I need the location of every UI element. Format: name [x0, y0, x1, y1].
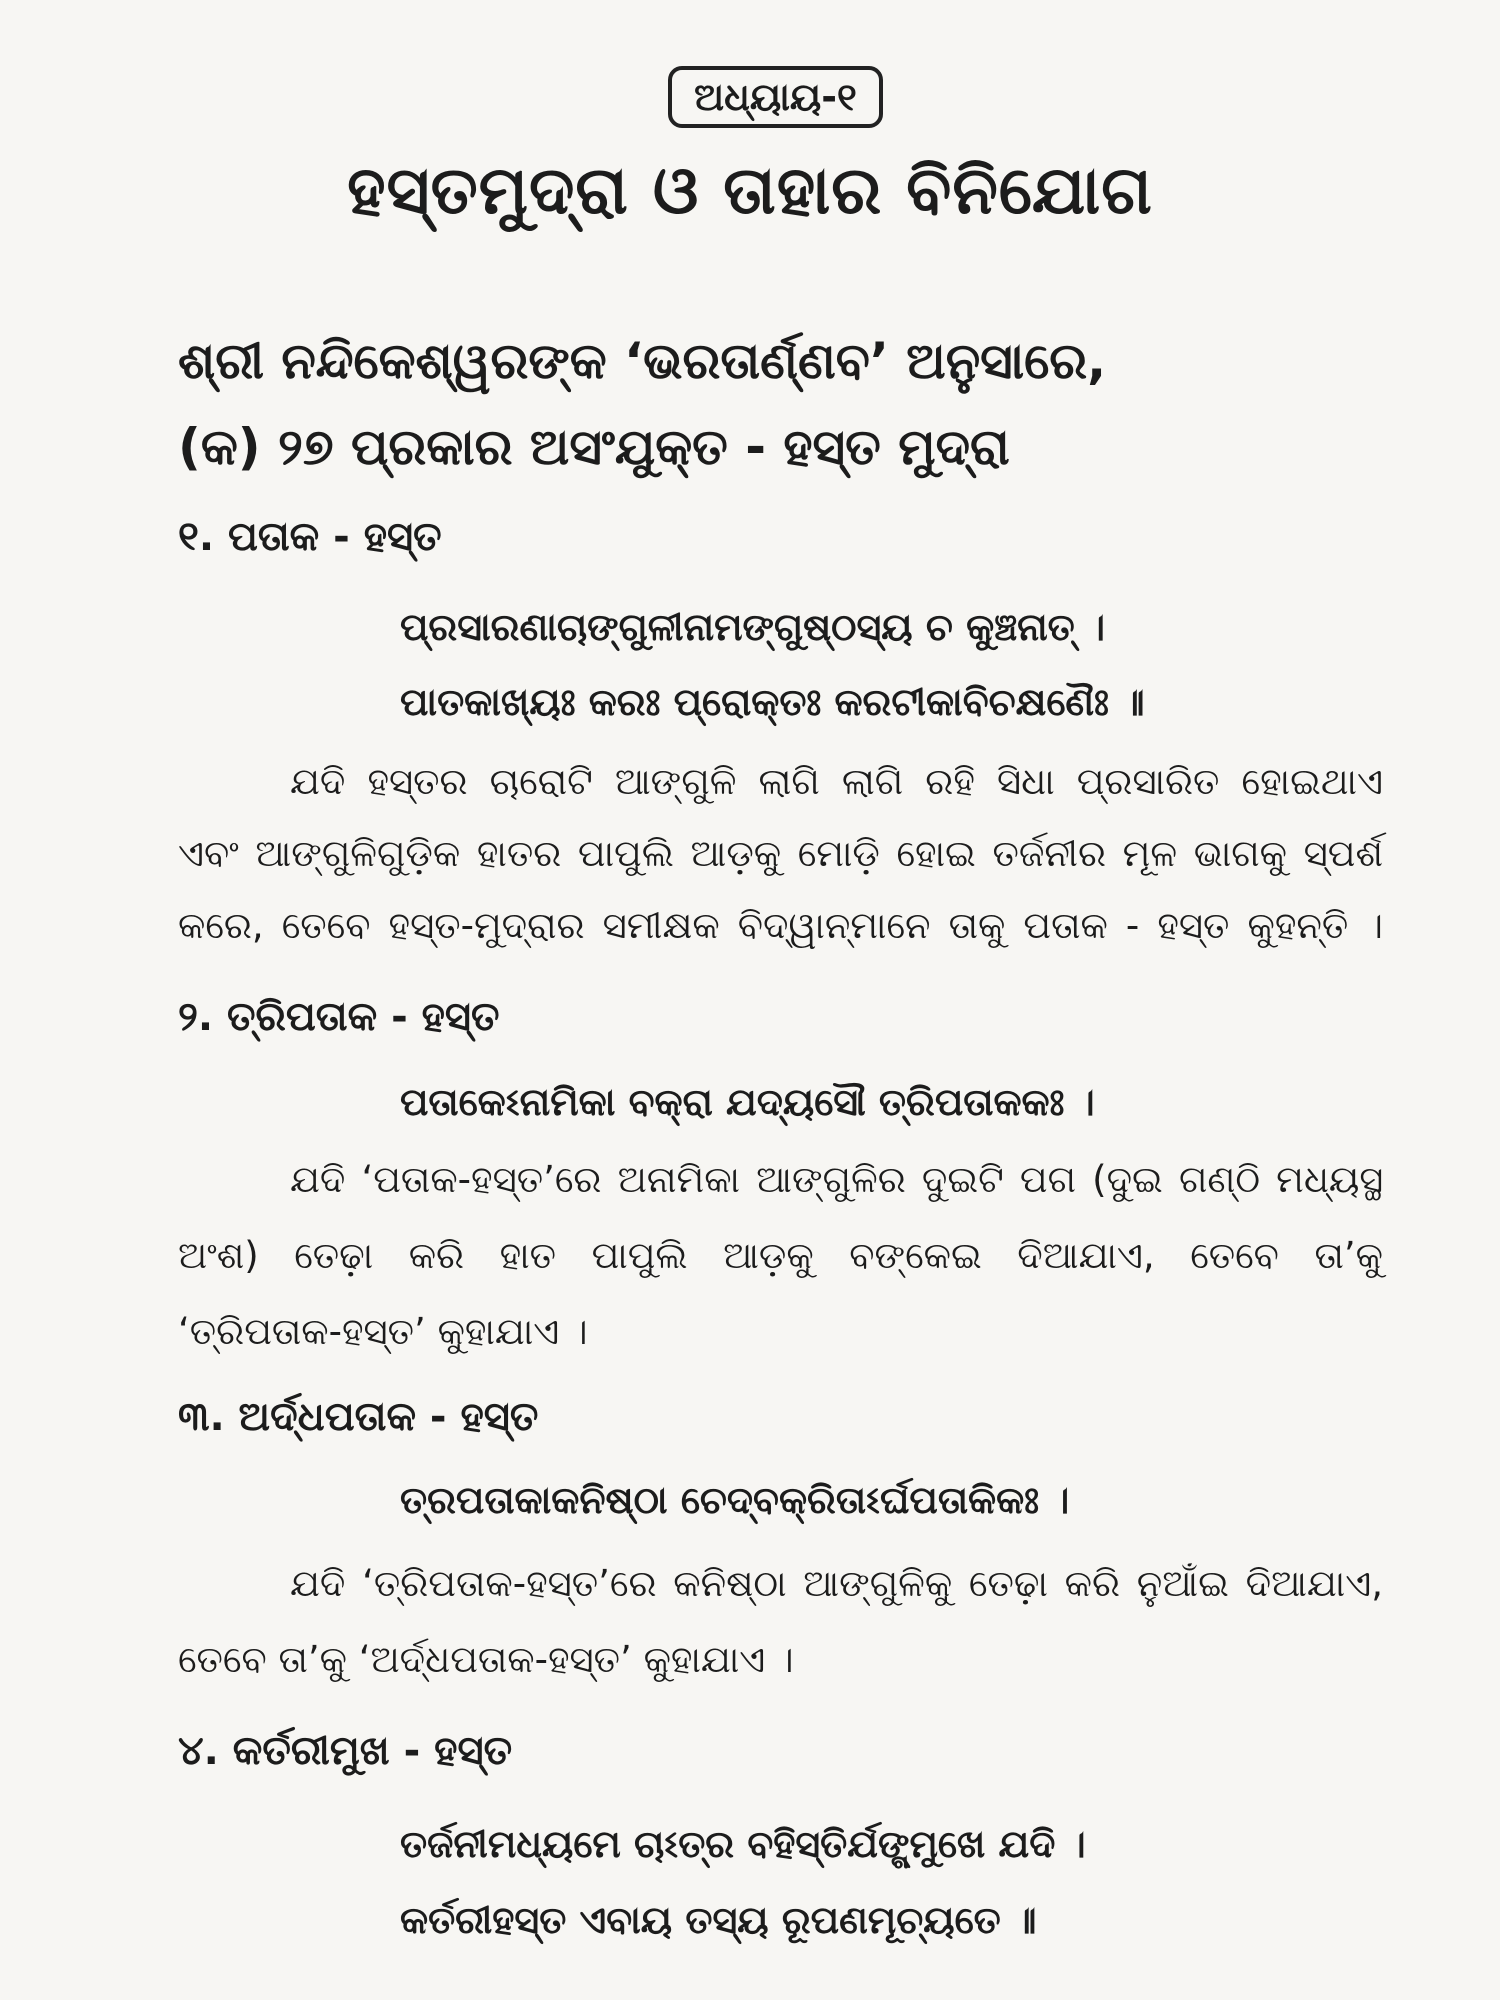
- explanation-line: ଯଦି ‘ତ୍ରିପତାକ-ହସ୍ତ’ରେ କନିଷ୍ଠା ଆଙ୍ଗୁଳିକୁ ତେଢ଼ା କରି ନୁଆଁଇ ଦିଆଯାଏ,: [290, 1562, 1383, 1605]
- verse-line: ପାତକାଖ୍ୟଃ କରଃ ପ୍ରୋକ୍ତଃ କରଟୀକାବିଚକ୍ଷଣୈଃ ॥: [400, 680, 1145, 724]
- verse-line: ତର୍ଜନୀମଧ୍ୟମେ ଚାଽତ୍ର ବହିସ୍ତିର୍ଯଙ୍ଗ୍ମୁଖେ ଯଦି ।: [400, 1822, 1086, 1866]
- section-heading-4: ୪. କର୍ତରୀମୁଖ - ହସ୍ତ: [178, 1728, 513, 1774]
- section-heading-3: ୩. ଅର୍ଦ୍ଧପତାକ - ହସ୍ତ: [178, 1394, 539, 1440]
- chapter-label: ଅଧ୍ୟାୟ-୧: [668, 66, 883, 128]
- explanation-line: ଯଦି ହସ୍ତର ଚାରୋଟି ଆଙ୍ଗୁଳି ଲାଗି ଲାଗି ରହି ସିଧା ପ୍ରସାରିତ ହୋଇଥାଏ: [290, 760, 1383, 803]
- explanation-line: କରେ, ତେବେ ହସ୍ତ-ମୁଦ୍ରାର ସମୀକ୍ଷକ ବିଦ୍ୱାନ୍‌ମାନେ ତାକୁ ପତାକ - ହସ୍ତ କୁହନ୍ତି ।: [178, 904, 1383, 947]
- explanation-line: ତେବେ ତା’କୁ ‘ଅର୍ଦ୍ଧପତାକ-ହସ୍ତ’ କୁହାଯାଏ ।: [178, 1638, 794, 1681]
- verse-line: ତ୍ରପତାକାକନିଷ୍ଠା ଚେଦ୍‌ବକ୍ରିତାଽର୍ଘପତାକିକଃ ।: [400, 1478, 1070, 1522]
- explanation-line: ଅଂଶ) ତେଢ଼ା କରି ହାତ ପାପୁଲି ଆଡ଼କୁ ବଙ୍କେଇ ଦିଆଯାଏ, ତେବେ ତା’କୁ: [178, 1234, 1383, 1277]
- verse-line: କର୍ତରୀହସ୍ତ ଏବାୟ ତସ୍ୟ ରୂପଣମୂଚ୍ୟତେ ॥: [400, 1898, 1037, 1942]
- explanation-line: ‘ତ୍ରିପତାକ-ହସ୍ତ’ କୁହାଯାଏ ।: [178, 1310, 588, 1353]
- page-title: ହସ୍ତମୁଦ୍ରା ଓ ତାହାର ବିନିଯୋଗ: [347, 152, 1153, 229]
- section-heading-1: ୧. ପତାକ - ହସ୍ତ: [178, 514, 442, 560]
- section-heading-2: ୨. ତ୍ରିପତାକ - ହସ୍ତ: [178, 994, 500, 1040]
- intro-line-1: ଶ୍ରୀ ନନ୍ଦିକେଶ୍ୱରଙ୍କ ‘ଭରତାର୍ଣ୍ଣବ’ ଅନୁସାରେ,: [178, 332, 1107, 390]
- explanation-line: ଏବଂ ଆଙ୍ଗୁଳିଗୁଡ଼ିକ ହାତର ପାପୁଲି ଆଡ଼କୁ ମୋଡ଼ି ହୋଇ ତର୍ଜନୀର ମୂଳ ଭାଗକୁ ସ୍ପର୍ଶ: [178, 832, 1383, 875]
- intro-line-2: (କ) ୨୭ ପ୍ରକାର ଅସଂଯୁକ୍ତ - ହସ୍ତ ମୁଦ୍ରା: [178, 418, 1010, 476]
- verse-line: ପ୍ରସାରଣାଚାଙ୍ଗୁଳୀନାମଙ୍ଗୁଷ୍ଠସ୍ୟ ଚ କୁଞ୍ଚନାତ୍ ।: [400, 605, 1106, 649]
- verse-line: ପତାକେଽନାମିକା ବକ୍ରା ଯଦ୍ୟସୌ ତ୍ରିପତାକକଃ ।: [400, 1080, 1095, 1124]
- explanation-line: ଯଦି ‘ପତାକ-ହସ୍ତ’ରେ ଅନାମିକା ଆଙ୍ଗୁଳିର ଦୁଇଟି ପଗ (ଦୁଇ ଗଣ୍ଠି ମଧ୍ୟସ୍ଥ: [290, 1158, 1383, 1201]
